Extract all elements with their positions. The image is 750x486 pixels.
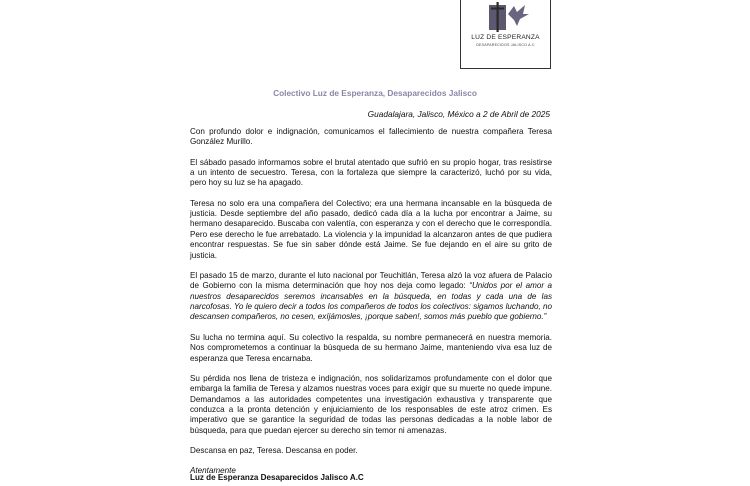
paragraph-1: Con profundo dolor e indignación, comunicamos el fallecimiento de nuestra compañera Teresa González Murillo. [190,127,552,147]
closing: Atentamente [190,466,236,476]
paragraph-5: Su lucha no termina aquí. Su colectivo la respalda, su nombre permanecerá en nuestra memoria. Nos comprometemos a continuar la búsqueda de su hermano Jaime, manteniendo viva esa luz de esperanza que Teresa encarnaba. [190,332,552,363]
logo-subtitle: DESAPARECIDOS JALISCO A.C [476,43,535,47]
document-title: Colectivo Luz de Esperanza, Desaparecidos Jalisco [273,88,477,98]
paragraph-4 [190,271,552,323]
logo [460,0,551,69]
paragraph-3: Teresa no solo era una compañera del Colectivo; era una hermana incansable en la búsqueda de justicia. Desde septiembre del año pasado, dedicó cada día a la lucha por encontrar a Jaime, su hermano desaparecido. Buscaba con valentía, con esperanza y con el derecho que le correspondía. Pero ese derecho le fue arrebatado. La violencia y la impunidad la alcanzaron antes de que pudiera encontrar respuestas. Se fue sin saber dónde está Jaime. Se fue dejando en el aire su grito de justicia. [190,198,552,260]
logo-name: LUZ DE ESPERANZA [471,34,540,41]
paragraph-7: Descansa en paz, Teresa. Descansa en poder. [190,445,358,455]
signature: Luz de Esperanza Desaparecidos Jalisco A.C [190,473,364,482]
letter-body [190,127,552,486]
paragraph-6: Su pérdida nos llena de tristeza e indignación, nos solidarizamos profundamente con el dolor que embarga la familia de Teresa y alzamos nuestras voces para exigir que su muerte no quede impune. Demandamos a las autoridades competentes una investigación exhaustiva y transparente que conduzca a la pronta detención y enjuiciamiento de los responsables de este atroz crimen. Es imperativo que se garantice la seguridad de todas las personas dedicadas a la noble labor de búsqueda, para que puedan ejercer su derecho sin temor ni amenazas. [190,373,552,435]
paragraph-4-intro: El pasado 15 de marzo, durante el luto nacional por Teuchitlán, Teresa alzó la voz afuera de Palacio de Gobierno con la misma determinación que hoy nos deja como legado: [190,270,552,291]
dove-cross-logo-icon [483,2,531,32]
paragraph-4-quote: “Unidos por el amor a nuestros desaparecidos seremos incansables en la búsqueda, en todas y cada una de las narcofosas. Yo le quiero decir a todos los compañeros de todos los colectivos: sigamos luchando, no descansen compañeros, no cesen, exíjámosles, ¡porque saben!, somos más pueblo que gobierno.” [190,281,552,322]
date-line: Guadalajara, Jalisco, México a 2 de Abril de 2025 [367,109,550,119]
paragraph-2: El sábado pasado informamos sobre el brutal atentado que sufrió en su propio hogar, tras resistirse a un intento de secuestro. Teresa, con la fortaleza que siempre la caracterizó, luchó por su vida, pero hoy su luz se ha apagado. [190,157,552,188]
